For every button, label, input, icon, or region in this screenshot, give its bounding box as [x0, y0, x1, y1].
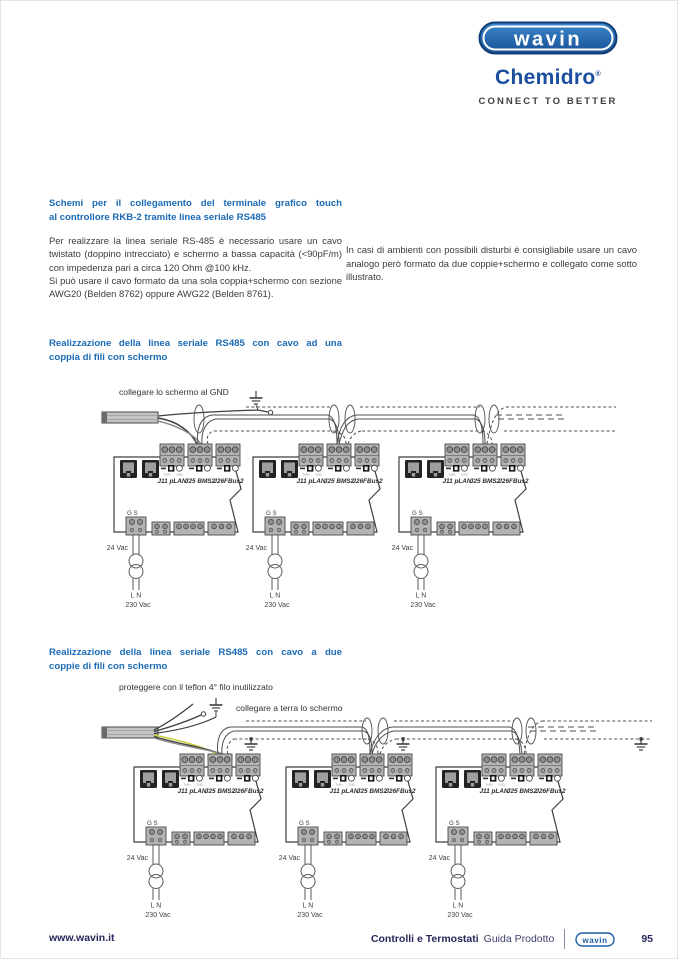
- rs485-bus: [194, 405, 616, 444]
- chemidro-logo: [469, 66, 627, 90]
- diagram2-annotation-teflon: proteggere con il teflon 4° filo inutilizzato: [119, 682, 273, 692]
- diagram1-heading-line1: Realizzazione della linea seriale RS485 con cavo ad una: [49, 338, 342, 349]
- signal-wire-b: [154, 738, 224, 754]
- wavin-logo: [478, 21, 618, 55]
- chemidro-text: Chemidro: [495, 66, 596, 89]
- registered-mark: ®: [595, 71, 601, 78]
- page-number: 95: [641, 933, 653, 945]
- diagram1-heading: [49, 337, 342, 364]
- intro-heading: [49, 197, 342, 224]
- wire-terminal-dot: [268, 410, 272, 414]
- footer-doc-title: Controlli e Termostati: [370, 933, 479, 945]
- diagram2-heading: [49, 646, 342, 673]
- page-footer: [1, 929, 678, 951]
- header-logo-block: [469, 21, 627, 107]
- diagram2-annotation-earth: collegare a terra lo schermo: [236, 703, 343, 713]
- intro-left-column: [49, 234, 342, 300]
- intro-paragraph-3: In casi di ambienti con possibili disturbi è consigliabile usare un cavo analogo però formato da due coppie+schermo e collegato come sotto illustrato.: [346, 244, 637, 282]
- intro-heading-line2: al controllore RKB-2 tramite linea seriale RS485: [49, 211, 267, 223]
- wavin-logo-text: wavin: [513, 28, 583, 51]
- diagram-single-pair: [96, 383, 671, 618]
- intro-paragraph-2: Si può usare il cavo formato da una sola coppia+schermo con sezione AWG20 (Belden 8762) oppure AWG22 (Belden 8761).: [49, 274, 342, 300]
- rs485-bus: [218, 718, 653, 754]
- diagram2-heading-line2: coppie di fili con schermo: [49, 660, 168, 672]
- brand-tagline: CONNECT TO BETTER: [478, 96, 618, 107]
- intro-heading-line1: Schemi per il collegamento del terminale grafico touch: [49, 198, 342, 209]
- footer-right: [371, 929, 653, 949]
- footer-divider: [564, 929, 565, 949]
- intro-paragraph-1: Per realizzare la linea seriale RS-485 è necessario usare un cavo twistato (doppino intrecciato) e schermo a bassa capacità (<90pF/m) con impedenza pari a circa 120 Ohm @100 kHz.: [49, 235, 342, 273]
- footer-wavin-logo: [575, 932, 615, 947]
- footer-doc-subtitle: Guida Prodotto: [483, 933, 555, 945]
- diagram2-heading-line1: Realizzazione della linea seriale RS485 con cavo a due: [49, 647, 342, 658]
- wire-terminal-dot: [201, 712, 205, 716]
- diagram1-annotation: collegare lo schermo al GND: [119, 387, 229, 397]
- footer-website: www.wavin.it: [49, 932, 115, 944]
- intro-right-column: [346, 234, 637, 293]
- diagram1-heading-line2: coppia di fili con schermo: [49, 351, 168, 363]
- footer-wavin-text: wavin: [582, 935, 608, 945]
- diagram-double-pair: [96, 674, 671, 926]
